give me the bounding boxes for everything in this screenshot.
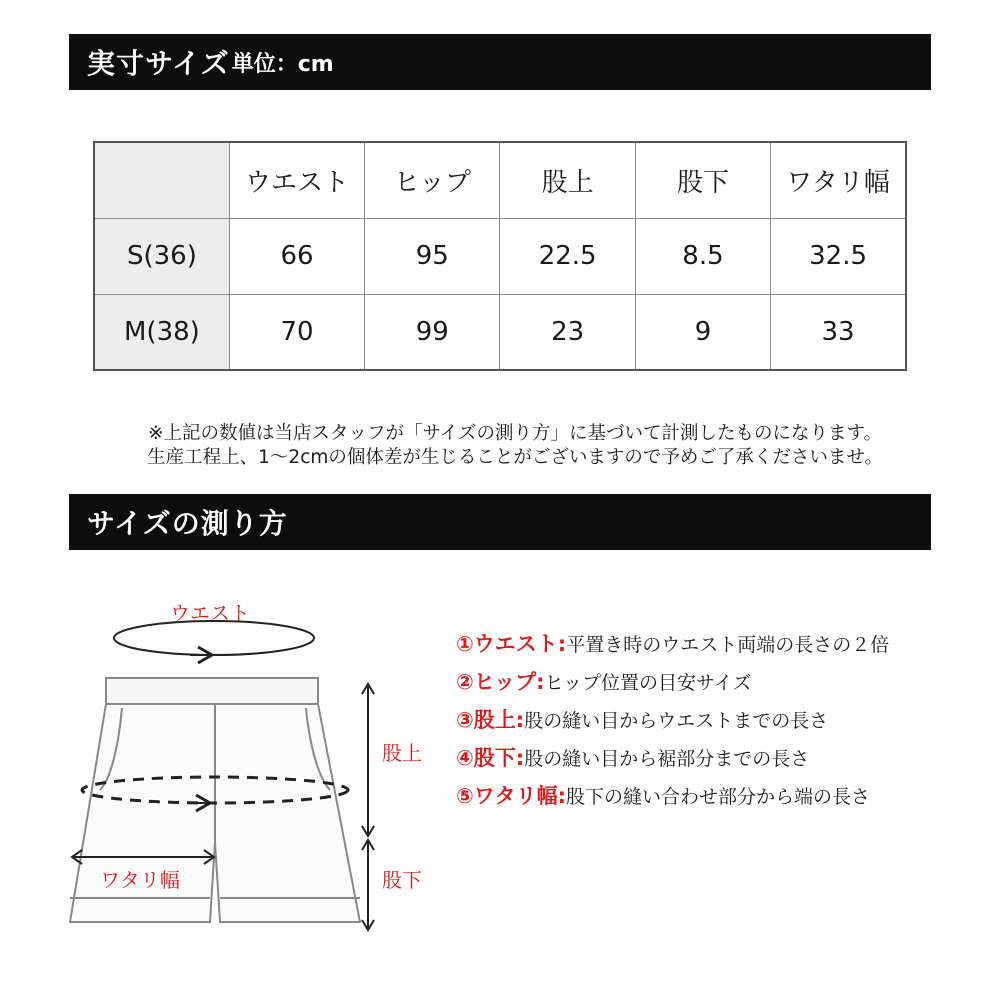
inseam-arrow — [362, 840, 374, 930]
column-header: ワタリ幅 — [771, 142, 906, 218]
legend-item — [456, 700, 956, 738]
row-label: M(38) — [94, 294, 229, 370]
size-table-corner — [94, 142, 229, 218]
legend-desc: 股の縫い目から裾部分までの長さ — [524, 747, 810, 770]
waist-loop — [114, 621, 314, 655]
size-header-banner — [69, 34, 931, 90]
diagram-label-thigh: ワタリ幅 — [100, 868, 180, 892]
size-header-title: 実寸サイズ — [87, 47, 230, 80]
size-table — [93, 141, 907, 371]
rise-arrow — [362, 684, 374, 836]
column-header: ウエスト — [229, 142, 364, 218]
diagram-label-waist: ウエスト — [170, 601, 250, 625]
table-cell: 8.5 — [635, 218, 770, 294]
column-header: 股下 — [635, 142, 770, 218]
table-row — [94, 294, 906, 370]
legend-item — [456, 776, 956, 814]
note-line: ※上記の数値は当店スタッフが「サイズの測り方」に基づいて計測したものになります。 — [147, 423, 883, 444]
size-header-unit: 単位：cm — [231, 51, 334, 77]
table-cell: 23 — [500, 294, 635, 370]
table-cell: 99 — [365, 294, 500, 370]
note-line: 生産工程上、1〜2cmの個体差が生じることがございますので予めご了承くださいませ。 — [147, 447, 883, 468]
diagram-label-inseam: 股下 — [382, 868, 422, 892]
table-row — [94, 218, 906, 294]
legend-desc: 股の縫い目からウエストまでの長さ — [524, 709, 829, 732]
size-table-header-row — [94, 142, 906, 218]
legend-key: ④股下: — [456, 746, 525, 770]
legend-item — [456, 738, 956, 776]
table-cell: 22.5 — [500, 218, 635, 294]
measure-header-title: サイズの測り方 — [87, 507, 288, 540]
legend-key: ③股上: — [456, 708, 525, 732]
table-cell: 66 — [229, 218, 364, 294]
table-cell: 9 — [635, 294, 770, 370]
measure-header-banner — [69, 494, 931, 550]
row-label: S(36) — [94, 218, 229, 294]
legend-item — [456, 624, 956, 662]
shorts-diagram — [60, 590, 440, 950]
legend-desc: 平置き時のウエスト両端の長さの２倍 — [566, 633, 890, 656]
diagram-label-rise: 股上 — [382, 741, 422, 765]
table-cell: 95 — [365, 218, 500, 294]
legend-item — [456, 662, 956, 700]
legend-desc: ヒップ位置の目安サイズ — [544, 671, 752, 694]
legend-key: ①ウエスト: — [456, 632, 567, 656]
table-cell: 70 — [229, 294, 364, 370]
column-header: 股上 — [500, 142, 635, 218]
column-header: ヒップ — [365, 142, 500, 218]
legend-key: ②ヒップ: — [456, 670, 545, 694]
table-cell: 32.5 — [771, 218, 906, 294]
measurement-notes — [75, 422, 955, 470]
legend-desc: 股下の縫い合わせ部分から端の長さ — [565, 785, 870, 808]
measurement-legend — [456, 624, 956, 814]
table-cell: 33 — [771, 294, 906, 370]
legend-key: ⑤ワタリ幅: — [456, 784, 566, 808]
